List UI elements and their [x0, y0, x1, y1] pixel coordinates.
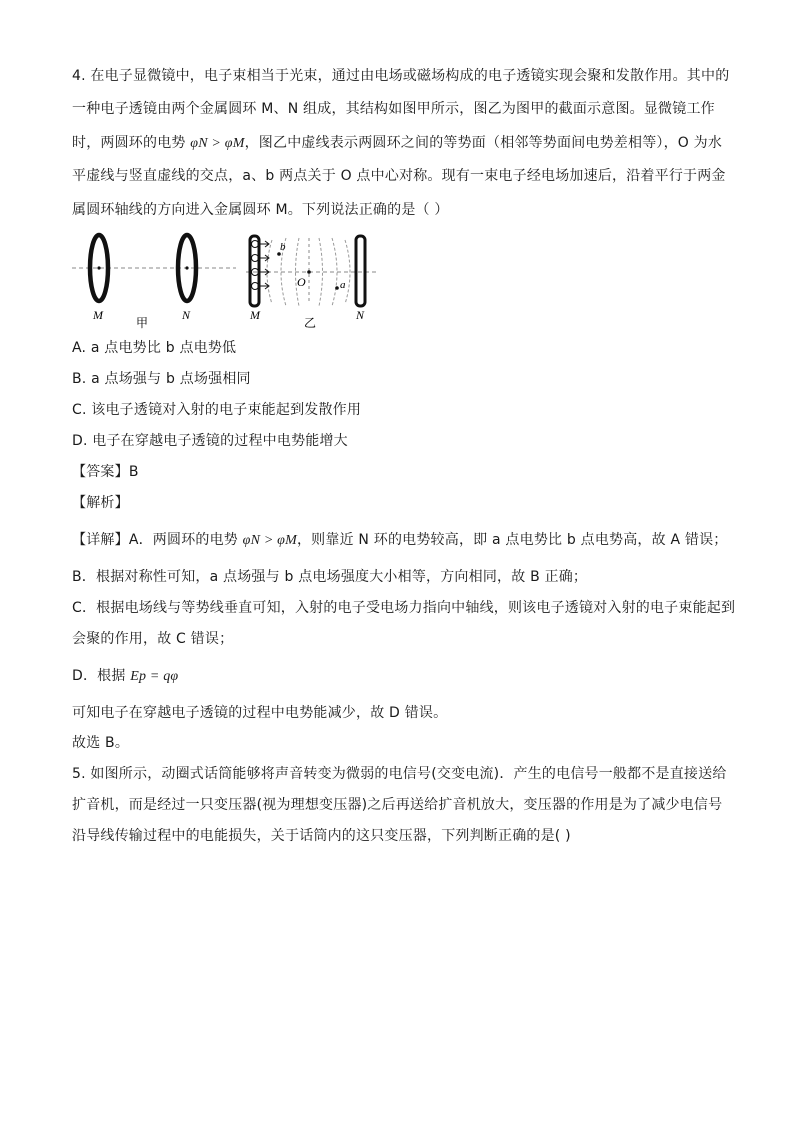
q4-detail-d-2: 可知电子在穿越电子透镜的过程中电势能减少，故 D 错误。: [72, 705, 448, 721]
q5-line-2: 扩音机，而是经过一只变压器(视为理想变压器)之后再送给扩音机放大，变压器的作用是为了减少电信号: [72, 797, 723, 813]
fig1-center-dot-N: [185, 266, 188, 269]
q4-line-1: 4. 在电子显微镜中，电子束相当于光束，通过由电场或磁场构成的电子透镜实现会聚和发散作用。其中的: [72, 68, 730, 84]
detail-d-1: D．根据: [72, 668, 131, 684]
q4-line-2: 一种电子透镜由两个金属圆环 M、N 组成，其结构如图甲所示，图乙为图甲的截面示意图。显微镜工作: [72, 101, 715, 117]
detail-a-1: A．两圆环的电势: [128, 532, 243, 548]
detail-tag: 【详解】: [72, 532, 129, 548]
q4-option-d: D. 电子在穿越电子透镜的过程中电势能增大: [72, 433, 348, 449]
q4-figure: [66, 228, 396, 332]
fig2-point-O: [307, 270, 311, 274]
q4-line-4: 平虚线与竖直虚线的交点，a、b 两点关于 O 点中心对称。现有一束电子经电场加速后，沿着平行于两金: [72, 168, 726, 184]
q4-detail-c-1: C．根据电场线与等势线垂直可知，入射的电子受电场力指向中轴线，则该电子透镜对入射的电子束能起到: [72, 600, 736, 616]
q4-analysis-tag: 【解析】: [72, 495, 129, 511]
q4-line-5: 属圆环轴线的方向进入金属圆环 M。下列说法正确的是（ ）: [72, 202, 449, 218]
fig2-plate-N: [356, 236, 365, 306]
fig1-center-dot-M: [97, 266, 100, 269]
detail-a-formula: φN > φM: [242, 533, 297, 548]
q4-option-b: B. a 点场强与 b 点场强相同: [72, 371, 251, 387]
fig1-label-N: N: [182, 308, 191, 322]
fig2-label-N: N: [356, 308, 365, 322]
fig2-label-b: b: [280, 241, 286, 253]
q4-line-3: [72, 133, 732, 154]
q4-option-a: A. a 点电势比 b 点电势低: [72, 340, 237, 356]
q4-detail-c-2: 会聚的作用，故 C 错误；: [72, 631, 234, 647]
q4-line-3a: 时，两圆环的电势: [72, 135, 191, 151]
detail-d-formula: Ep = qφ: [130, 669, 179, 684]
q4-answer: [72, 462, 732, 482]
q5-line-1: 5. 如图所示，动圈式话筒能够将声音转变为微弱的电信号(交变电流)．产生的电信号一般都不是直接送给: [72, 766, 727, 782]
q4-detail-a: [72, 530, 732, 551]
fig1-label-M: M: [93, 308, 103, 322]
q4-conclusion: 故选 B。: [72, 735, 130, 751]
q4-option-c: C. 该电子透镜对入射的电子束能起到发散作用: [72, 402, 362, 418]
fig2-caption: 乙: [304, 316, 317, 330]
answer-value: B: [128, 464, 139, 480]
fig2-label-a: a: [340, 279, 346, 291]
answer-tag: 【答案】: [72, 464, 129, 480]
q4-detail-d-1: [72, 666, 732, 687]
fig2-point-a: [335, 286, 339, 290]
detail-a-2: ，则靠近 N 环的电势较高，即 a 点电势比 b 点电势高，故 A 错误；: [296, 532, 728, 548]
q4-potential-formula: φN > φM: [190, 136, 245, 151]
fig2-label-O: O: [297, 275, 306, 289]
fig2-label-M: M: [250, 308, 260, 322]
q4-line-3b: ，图乙中虚线表示两圆环之间的等势面（相邻等势面间电势差相等），O 为水: [244, 135, 723, 151]
fig1-caption: 甲: [136, 316, 149, 330]
q4-detail-b: B．根据对称性可知，a 点场强与 b 点电场强度大小相等，方向相同，故 B 正确；: [72, 569, 588, 585]
q5-line-3: 沿导线传输过程中的电能损失，关于话筒内的这只变压器，下列判断正确的是( ): [72, 828, 571, 844]
